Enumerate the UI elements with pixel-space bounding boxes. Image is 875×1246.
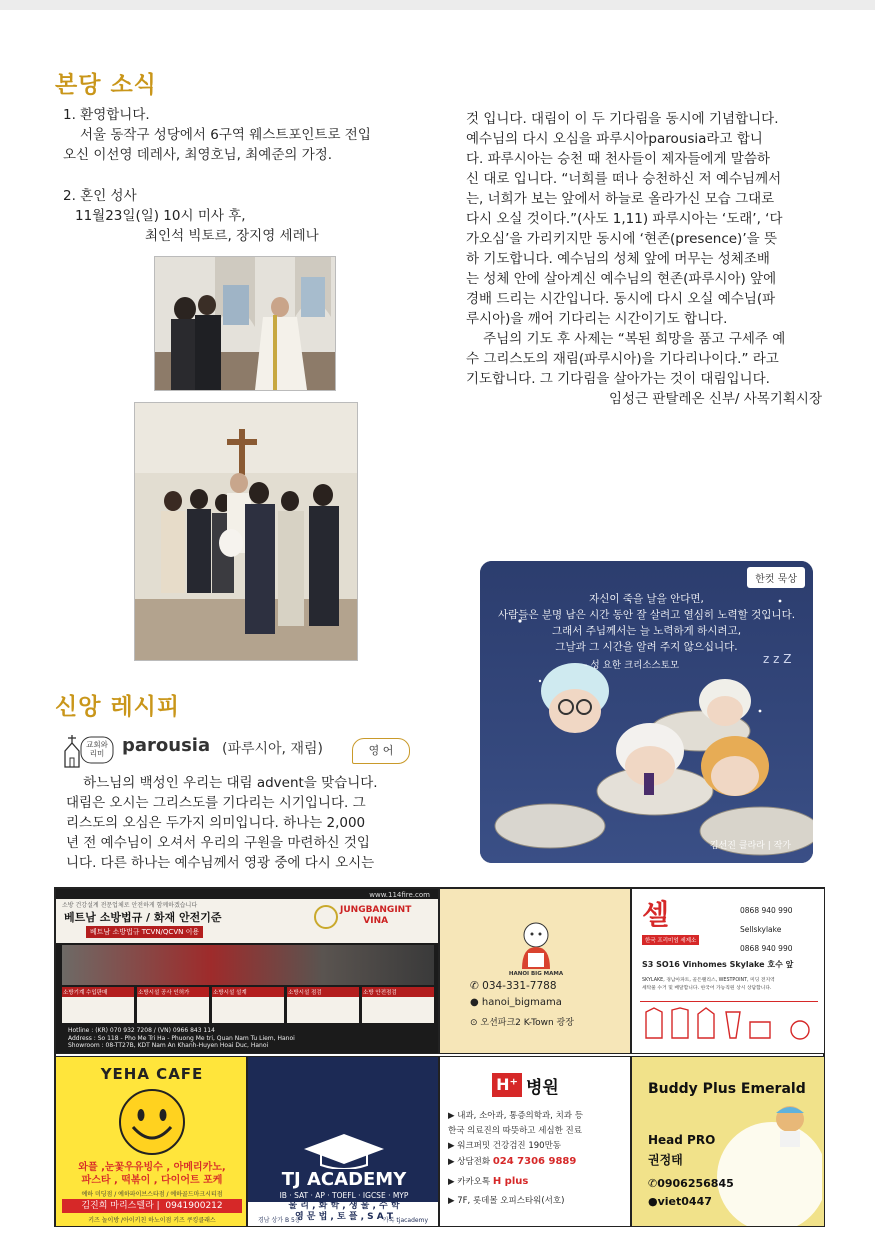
ad6-line1b: 한국 의료진의 따뜻하고 세심한 진료 [448, 1126, 582, 1136]
ad7-phone-row [648, 1177, 734, 1190]
ad1-col: 소방시설 설계 [212, 987, 284, 1023]
faith-recipe-body [66, 773, 426, 873]
ad-hplus-hospital [439, 1056, 631, 1227]
top-bar [0, 0, 875, 10]
ad1-product-photo [62, 945, 434, 985]
article-line: 다시 오실 것이다.”(사도 1,11) 파루시아는 ‘도래’, ‘다 [466, 211, 783, 227]
ad1-title: 베트남 소방법규 / 화재 안전기준 [64, 911, 222, 924]
ad4-footer: 키즈 놀이방 /아이키친 하노이점 키즈 쿠킹클래스 [88, 1217, 216, 1224]
laundry-icons [640, 1002, 818, 1046]
ad2-kakao-row [470, 997, 562, 1008]
ad-big-mama [439, 888, 631, 1054]
meditation-credit: 김선진 클라라 | 작가 [709, 841, 791, 851]
recipe-line: 하느님의 백성인 우리는 대림 advent을 맞습니다. [66, 775, 378, 791]
ad1-url: www.114fire.com [369, 891, 430, 899]
ad-fire-safety [55, 888, 439, 1054]
ad1-subtitle: 베트남 소방법규 TCVN/QCVN 이용 [86, 926, 203, 938]
church-badge [63, 733, 115, 769]
ad4-contact: 김진희 마리스텔라 | 0941900212 [62, 1199, 242, 1213]
ad4-menu [60, 1161, 244, 1187]
recipe-line: 년 전 예수님이 오셔서 우리의 구원을 마련하신 것입 [66, 835, 370, 851]
ad7-phone: 0906256845 [657, 1177, 734, 1190]
ad-sell-laundry [631, 888, 825, 1054]
ad2-location: 오션파크2 K-Town 광장 [480, 1018, 574, 1028]
article-line: 신 대로 입니다. “너희를 떠나 승천하신 저 예수님께서 [466, 171, 782, 187]
ad3-contacts [740, 901, 793, 958]
ad1-hotline: Hotline : (KR) 070 932 7208 / (VN) 0966 843 114 [68, 1027, 215, 1034]
welcome-line-1: 서울 동작구 성당에서 6구역 웨스트포인트로 전입 [80, 127, 371, 143]
ad2-phone-row [470, 980, 557, 992]
wedding-line-1: 11월23일(일) 10시 미사 후, [75, 208, 246, 224]
recipe-line: 리스도의 오심은 두가지 의미입니다. 하나는 2,000 [66, 815, 366, 831]
ad3-phone1: 0868 940 990 [740, 906, 793, 915]
ad3-brand-sub: 한국 프리미엄 세제소 [642, 935, 699, 945]
ad1-brand-line2: VINA [363, 916, 389, 926]
bullet-icon: ▶ [448, 1196, 458, 1206]
ad5-subjects-line2: 영 문 법 , 토 플 , S A T [294, 1212, 394, 1222]
bullet-icon: ▶ [448, 1177, 458, 1187]
ad6-line1: ▶ 내과, 소아과, 통증의학과, 치과 등 [448, 1111, 583, 1121]
ad5-address: 경남 상가 B 5층 [258, 1217, 301, 1224]
ad3-kakao: Sellskylake [740, 925, 782, 934]
bullet-icon: ▶ [448, 1141, 458, 1151]
chat-icon: ● [648, 1195, 658, 1208]
ad2-location-row [470, 1015, 574, 1028]
church-badge-text [84, 740, 110, 758]
bullet-icon: ▶ [448, 1157, 458, 1167]
wedding-photo-2-graphic [135, 403, 357, 660]
ad1-col: 소방시설 공사 인허가 [137, 987, 209, 1023]
ad6-line3: ▶ 상담전화 024 7306 9889 [448, 1156, 577, 1167]
ad1-brand [340, 905, 411, 927]
meditation-card [480, 561, 813, 863]
graduation-cap-icon [299, 1129, 389, 1169]
ad4-menu-line2: 파스타 , 떡볶이 , 다이어트 포케 [81, 1175, 223, 1186]
recipe-line: 대림은 오시는 그리스도를 기다리는 시기입니다. 그 [66, 795, 366, 811]
article-line: 예수님의 다시 오심을 파루시아parousia라고 합니 [466, 131, 763, 147]
welcome-line-2: 오신 이선영 데레사, 최영호님, 최예준의 가정. [63, 147, 333, 163]
ad5-title: TJ ACADEMY [281, 1169, 407, 1190]
article-line: 는 성체 안에 살아계신 예수님의 현존(파루시아) 앞에 [466, 271, 777, 287]
language-tag: 영 어 [352, 738, 410, 764]
section-title-faith-recipe: 신앙 레시피 [55, 694, 181, 720]
ad7-kakao-row [648, 1195, 712, 1208]
ad3-location: S3 SO16 Vinhomes Skylake 호수 앞 [642, 960, 794, 969]
meditation-attribution: - 성 요한 크리소스토모 [584, 660, 680, 671]
term-suffix: (파루시아, 재림) [222, 741, 323, 757]
ad3-desc [642, 977, 818, 993]
article-line: 는, 너희가 보는 앞에서 하늘로 올라가신 모습 그대로 [466, 191, 775, 207]
article-line: 수 그리스도의 재림(파루시아)을 기다리나이다.” 라고 [466, 351, 779, 367]
term-title: parousia [122, 735, 211, 756]
wedding-line-2: 최인석 빅토르, 장지영 세레나 [145, 228, 319, 244]
section-title-parish-news: 본당 소식 [55, 72, 157, 98]
ad1-col: 소방 안전점검 [362, 987, 434, 1023]
article-line: 하 기도합니다. 예수님의 성체 앞에 머무는 성체조배 [466, 251, 770, 267]
phone-icon: ✆ [648, 1177, 658, 1190]
wedding-photo-2 [134, 402, 358, 661]
ad3-desc-line2: 세탁물 수거 및 배달합니다. 한국어 가능직원 상시 상담합니다. [642, 986, 772, 991]
badge-line-2: 리미 [89, 749, 105, 758]
ad5-kakao: 카톡 tjacademy [382, 1217, 428, 1224]
meditation-line: 자신이 죽을 날을 안다면, [589, 593, 704, 605]
svg-text:z z Z: z z Z [763, 652, 792, 666]
meditation-text [480, 591, 813, 655]
article-right [466, 109, 822, 409]
meditation-tag: 한컷 묵상 [747, 567, 805, 588]
wedding-photo-1-graphic [155, 257, 335, 390]
ad7-kakao: viet0447 [657, 1195, 712, 1208]
article-author: 임성근 판탈레온 신부/ 사목기획시장 [608, 391, 822, 407]
ad3-brand: 셀 [642, 898, 670, 931]
ad2-kakao: hanoi_bigmama [481, 997, 562, 1008]
wedding-photo-1 [154, 256, 336, 391]
ad-buddy-plus [631, 1056, 825, 1227]
ad5-subjects-line1: 물 리 , 화 학 , 생 물 , 수 학 [288, 1201, 400, 1211]
ad6-line2: ▶ 워크퍼밋 건강검진 190만동 [448, 1141, 561, 1151]
ad1-service-columns [62, 987, 434, 1023]
ad1-col: 소방시설 점검 [287, 987, 359, 1023]
wedding-title: 2. 혼인 성사 [63, 188, 137, 204]
recipe-line: 니다. 다른 하나는 예수님께서 영광 중에 다시 오시는 [66, 855, 375, 871]
ad6-details [448, 1109, 628, 1209]
article-line: 주님의 기도 후 사제는 “복된 희망을 품고 구세주 예 [466, 331, 786, 347]
article-line: 기도합니다. 그 기다림을 살아가는 것이 대림입니다. [466, 371, 770, 387]
ad1-showroom: Showroom : 08-TT27B, KDT Nam An Khanh-Huyen Hoai Duc, Hanoi [68, 1042, 269, 1049]
ad4-branches: 예하 미딩점 / 예하파이브스타점 / 예하골드마크시티점 [81, 1191, 223, 1198]
meditation-line: 그래서 주님께서는 늘 노력하게 하시려고, [551, 625, 742, 637]
ad7-role: Head PRO [648, 1133, 716, 1147]
badge-line-1: 교회와 [86, 740, 108, 749]
ad1-brand-line1: JUNGBANGINT [340, 905, 412, 915]
ad2-logo: HANOI BIG MAMA [508, 971, 564, 977]
ad1-top: 소방 건강설계 전문업체로 안전하게 함께하겠습니다 [62, 902, 198, 909]
meditation-line: 그날과 그 시간을 알려 주지 않으십니다. [555, 641, 738, 653]
article-line: 다. 파루시아는 승천 때 천사들이 제자들에게 말씀하 [466, 151, 770, 167]
ad7-name: 권정태 [648, 1153, 683, 1167]
ad-tj-academy [247, 1056, 439, 1227]
ad1-address: Address : So 118 - Pho Me Tri Ha - Phuong Me tri, Quan Nam Tu Liem, Hanoi [68, 1034, 295, 1042]
ad-yeha-cafe [55, 1056, 247, 1227]
smiley-icon [117, 1087, 187, 1157]
ad7-title: Buddy Plus Emerald [648, 1081, 806, 1097]
bullet-icon: ▶ [448, 1111, 458, 1121]
welcome-title: 1. 환영합니다. [63, 107, 150, 123]
ad1-logo-icon [314, 905, 338, 929]
meditation-line: 사람들은 분명 남은 시간 동안 잘 살려고 열심히 노력할 것입니다. [497, 609, 796, 621]
article-line: 것 입니다. 대림이 이 두 기다림을 동시에 기념합니다. [466, 111, 779, 127]
ad1-contact [68, 1027, 295, 1050]
ad2-phone: 034-331-7788 [482, 980, 557, 992]
big-mama-logo-icon [506, 919, 566, 969]
article-line: 가오심’을 가리키지만 동시에 ‘현존(presence)’을 뜻 [466, 231, 777, 247]
ad6-line4: ▶ 카카오톡 H plus [448, 1176, 529, 1187]
ad5-programs: IB · SAT · AP · TOEFL · IGCSE · MYP [279, 1191, 409, 1200]
ad6-title: 병원 [526, 1078, 559, 1098]
location-icon: ⊙ [470, 1018, 481, 1028]
article-line: 경배 드리는 시간입니다. 동시에 다시 오실 예수님(파 [466, 291, 776, 307]
article-line: 루시아)을 깨어 기다리는 시간이기도 합니다. [466, 311, 728, 327]
ad3-desc-line1: SKYLAKE, 경남아파트, 골든팰리스, WESTPOINT, 미딩 전지역 [642, 978, 775, 983]
ad6-line5: ▶ 7F, 롯데몰 오피스타워(서호) [448, 1196, 565, 1206]
golfer-character-icon [770, 1101, 810, 1147]
ad3-clothing-icons [640, 1001, 818, 1046]
ad4-menu-line1: 와플 ,눈꽃우유빙수 , 아메리카노, [78, 1162, 226, 1173]
phone-icon: ✆ [470, 980, 483, 992]
ad4-title: YEHA CAFE [100, 1065, 204, 1083]
chat-icon: ● [470, 997, 482, 1008]
ad1-col: 소방기계 수입판매 [62, 987, 134, 1023]
ad6-logo: H⁺ [492, 1073, 522, 1097]
ad3-phone2: 0868 940 990 [740, 944, 793, 953]
